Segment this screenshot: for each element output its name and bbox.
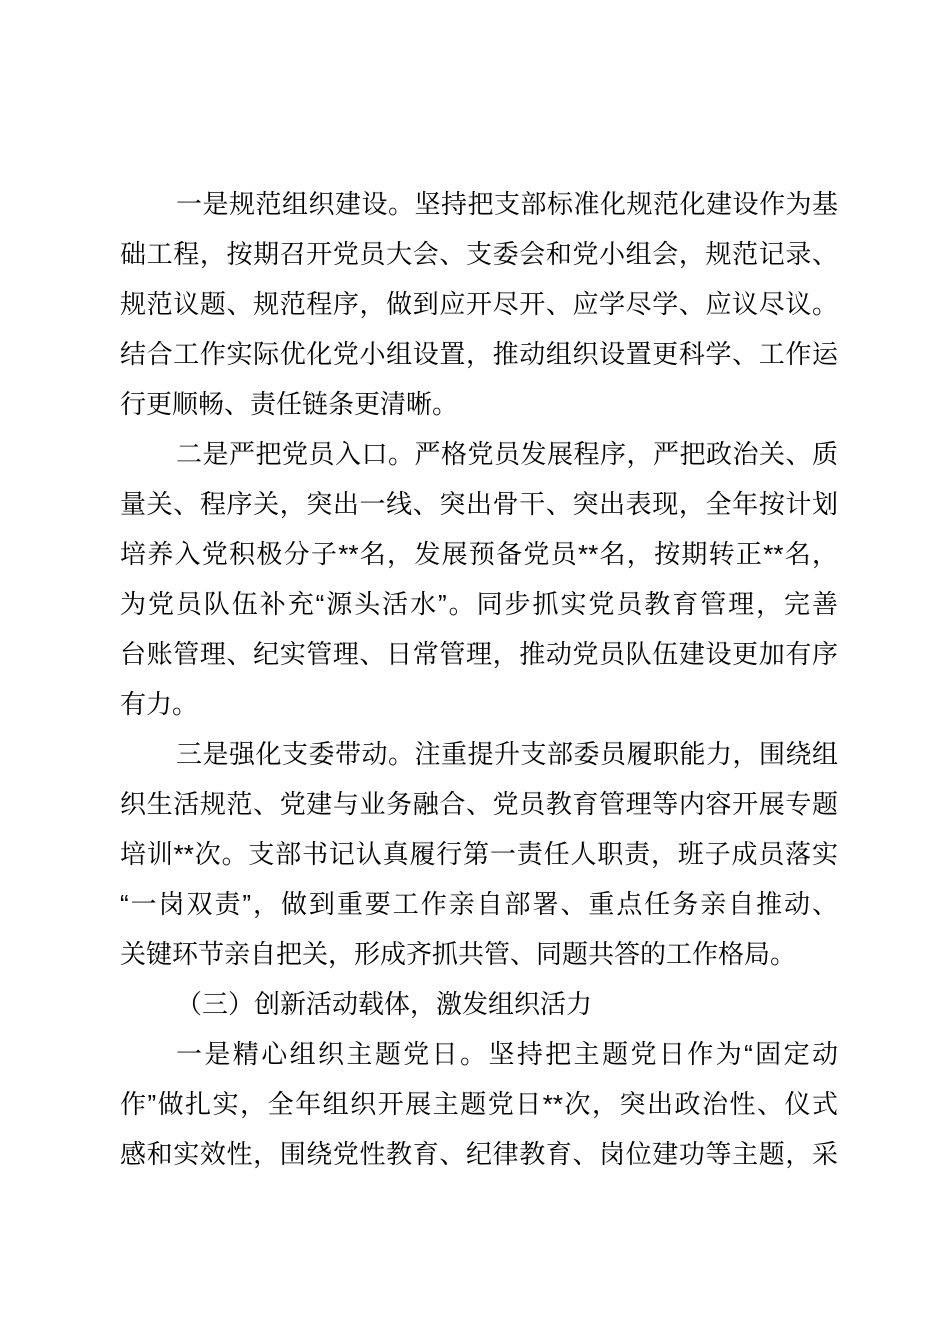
- text-line: 织生活规范、党建与业务融合、党员教育管理等内容开展专题: [120, 789, 838, 819]
- text-line: 规范议题、规范程序，做到应开尽开、应学尽学、应议尽议。: [120, 289, 838, 319]
- text-line: （三）创新活动载体，激发组织活力: [176, 989, 593, 1019]
- paragraph: [120, 179, 838, 429]
- paragraph: [120, 979, 838, 1029]
- text-line: 为党员队伍补充“源头活水”。同步抓实党员教育管理，完善: [120, 589, 838, 619]
- text-line: 台账管理、纪实管理、日常管理，推动党员队伍建设更加有序: [120, 639, 838, 669]
- text-line: 二是严把党员入口。严格党员发展程序，严把政治关、质: [176, 439, 838, 469]
- text-line: 有力。: [120, 689, 199, 719]
- text-line: 培养入党积极分子**名，发展预备党员**名，按期转正**名，: [120, 539, 838, 569]
- text-line: 感和实效性，围绕党性教育、纪律教育、岗位建功等主题，采: [120, 1139, 838, 1169]
- text-line: 一是精心组织主题党日。坚持把主题党日作为“固定动: [176, 1039, 838, 1069]
- text-line: 作”做扎实，全年组织开展主题党日**次，突出政治性、仪式: [120, 1089, 838, 1119]
- text-line: 培训**次。支部书记认真履行第一责任人职责，班子成员落实: [120, 839, 838, 869]
- text-line: 行更顺畅、责任链条更清晰。: [120, 389, 459, 419]
- document-body: [120, 179, 838, 1179]
- text-line: 结合工作实际优化党小组设置，推动组织设置更科学、工作运: [120, 339, 838, 369]
- paragraph: [120, 429, 838, 729]
- text-line: “一岗双责”，做到重要工作亲自部署、重点任务亲自推动、: [120, 889, 838, 919]
- text-line: 三是强化支委带动。注重提升支部委员履职能力，围绕组: [176, 739, 838, 769]
- text-line: 础工程，按期召开党员大会、支委会和党小组会，规范记录、: [120, 239, 838, 269]
- text-line: 关键环节亲自把关，形成齐抓共管、同题共答的工作格局。: [120, 939, 797, 969]
- text-line: 一是规范组织建设。坚持把支部标准化规范化建设作为基: [176, 189, 838, 219]
- paragraph: [120, 729, 838, 979]
- text-line: 量关、程序关，突出一线、突出骨干、突出表现，全年按计划: [120, 489, 838, 519]
- paragraph: [120, 1029, 838, 1179]
